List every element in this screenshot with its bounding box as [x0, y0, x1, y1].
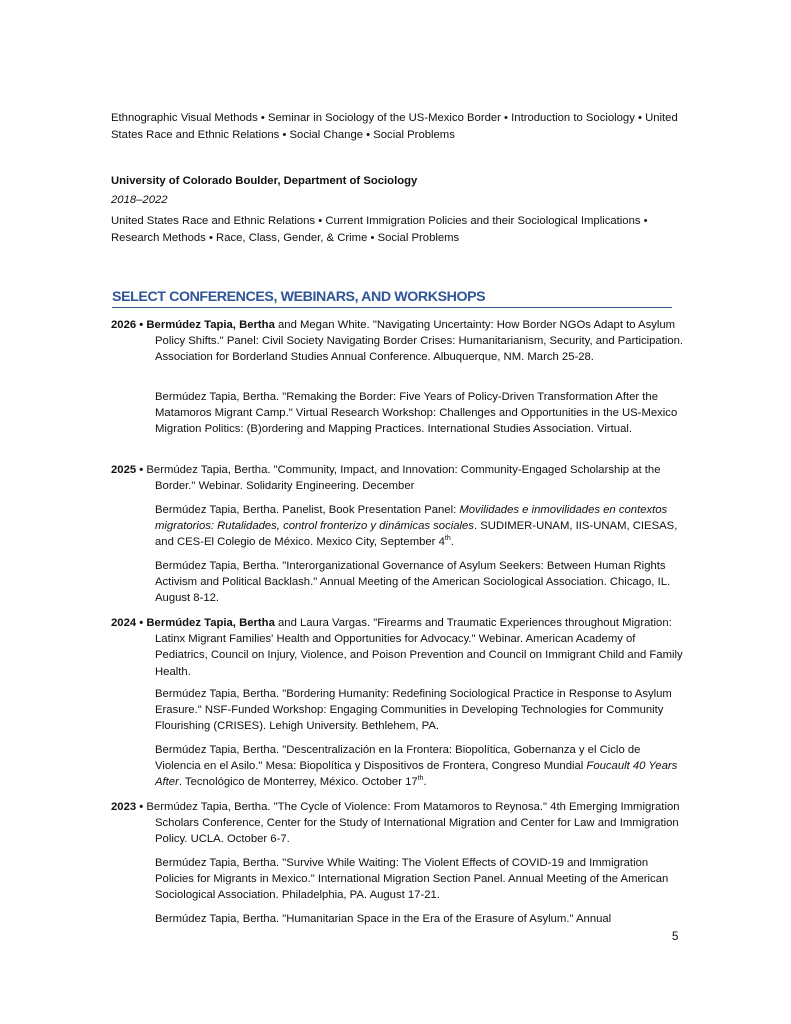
entry-2023-b: Bermúdez Tapia, Bertha. "Survive While Waiting: The Violent Effects of COVID-19 and Immigration Policies for Migrants in Mexico." International Migration Section Panel. Annual Meeting of the American Sociological Association. Philadelphia, PA. August 17-21. [155, 857, 669, 902]
event-title: Foucault 40 Years After [155, 760, 678, 789]
entry-text-end: . [450, 536, 454, 549]
entry-2025-b [155, 502, 685, 551]
ordinal-suffix: th [444, 535, 451, 543]
institution-years: 2018–2022 [111, 194, 168, 206]
entry-2025-a [111, 462, 685, 494]
entry-text: . SUDIMER-UNAM, IIS-UNAM, CIESAS, and CES-El Colegio de México. Mexico City, September 4 [155, 520, 678, 549]
entry-year: 2024 • [111, 617, 144, 629]
ordinal-suffix: th [417, 775, 424, 783]
entry-2025-c: Bermúdez Tapia, Bertha. "Interorganizational Governance of Asylum Seekers: Between Human Rights Activism and Political Backlash." Annual Meeting of the American Sociological Association. Chicago, IL. August 8-12. [155, 560, 671, 605]
entry-2026-b: Bermúdez Tapia, Bertha. "Remaking the Border: Five Years of Policy-Driven Transformation After the Matamoros Migrant Camp." Virtual Research Workshop: Challenges and Opportunities in the US-Mexico Migration Politics: (B)ordering and Mapping Practices. International Studies Association. Virtual. [155, 391, 678, 436]
entry-text: and Megan White. "Navigating Uncertainty: How Border NGOs Adapt to Asylum Policy Shifts." Panel: Civil Society Navigating Border Crises: Humanitarianism, Security, and Participation. Association for Borderland Studies Annual Conference. Albuquerque, NM. March 25-28. [155, 319, 684, 364]
author-bold: Bermúdez Tapia, Bertha [143, 617, 275, 629]
page-number: 5 [672, 931, 679, 943]
author-bold: Bermúdez Tapia, Bertha [146, 319, 275, 331]
entry-text: . Tecnológico de Monterrey, México. October 17 [178, 776, 418, 789]
entry-text: Bermúdez Tapia, Bertha. "Descentralización en la Frontera: Biopolítica, Gobernanza y el Ciclo de Violencia en el Asilo." Mesa: Biopolítica y Dispositivos de Frontera, Congreso Mundial [155, 744, 641, 773]
book-title: Movilidades e inmovilidades en contextos migratorios: Rutalidades, control fronterizo y dinámicas sociales [155, 504, 668, 533]
course-list-2: United States Race and Ethnic Relations • Current Immigration Policies and their Sociological Implications • Research Methods • Race, Class, Gender, & Crime • Social Problems [111, 215, 648, 244]
entry-text: and Laura Vargas. "Firearms and Traumatic Experiences throughout Migration: Latinx Migrant Families' Health and Opportunities for Advocacy." Webinar. American Academy of Pediatrics, Council on Injury, Violence, and Poison Prevention and Council on Immigrant Child and Family Health. [155, 617, 683, 678]
entry-year: 2025 • [111, 464, 144, 476]
section-heading: SELECT CONFERENCES, WEBINARS, AND WORKSHOPS [112, 289, 672, 308]
entry-text-end: . [423, 776, 427, 789]
entry-text: Bermúdez Tapia, Bertha. "The Cycle of Violence: From Matamoros to Reynosa." 4th Emerging Immigration Scholars Conference, Center for the Study of International Migration and Center for Law and Immigration Policy. UCLA. October 6-7. [143, 801, 680, 846]
entry-2026-a [111, 317, 685, 366]
entry-2023-c: Bermúdez Tapia, Bertha. "Humanitarian Space in the Era of the Erasure of Asylum." Annual [155, 913, 612, 925]
course-list-1: Ethnographic Visual Methods • Seminar in Sociology of the US-Mexico Border • Introduction to Sociology • United States Race and Ethnic Relations • Social Change • Social Problems [111, 112, 678, 141]
entry-text: Bermúdez Tapia, Bertha. Panelist, Book Presentation Panel: [155, 504, 460, 516]
entry-year: 2026 • [111, 319, 144, 331]
entry-2023-a [111, 799, 685, 848]
entry-2024-b: Bermúdez Tapia, Bertha. "Bordering Humanity: Redefining Sociological Practice in Response to Asylum Erasure." NSF-Funded Workshop: Engaging Communities in Developing Technologies for Community Flourishing (CRISES). Lehigh University. Bethlehem, PA. [155, 688, 672, 733]
entry-2024-a [111, 615, 685, 680]
entry-year: 2023 • [111, 801, 144, 813]
entry-text: Bermúdez Tapia, Bertha. "Community, Impact, and Innovation: Community-Engaged Scholarship at the Border." Webinar. Solidarity Engineering. December [143, 464, 661, 493]
institution-name: University of Colorado Boulder, Department of Sociology [111, 175, 418, 187]
entry-2024-c [155, 742, 685, 791]
